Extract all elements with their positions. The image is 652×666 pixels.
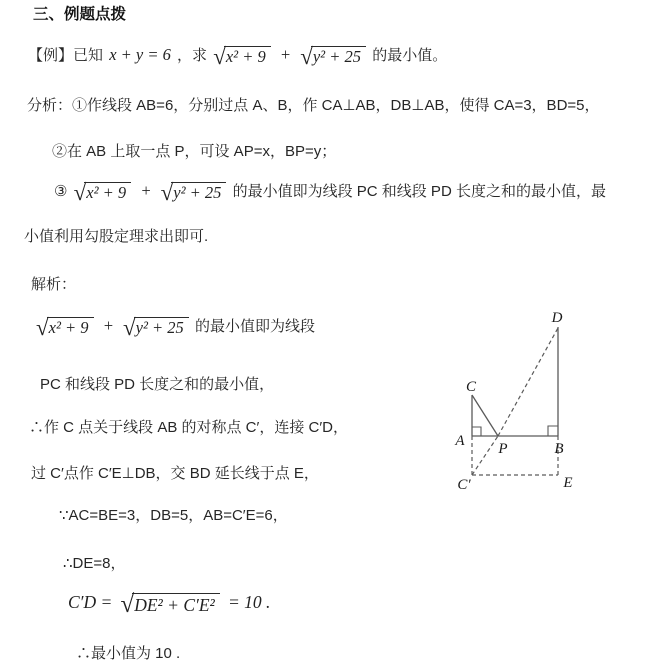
- solution-line-3: ∴作 C 点关于线段 AB 的对称点 C′，连接 C′D，: [29, 419, 348, 436]
- right-angle-mark-at-B: [548, 426, 558, 436]
- formula-lhs: C′D =: [68, 592, 113, 612]
- label-P: P: [498, 441, 508, 457]
- sqrt-y2-plus-25: [123, 317, 189, 340]
- analysis-step-3-number: ③: [54, 183, 68, 200]
- solution-conclusion: ∴最小值为 10 .: [76, 645, 181, 662]
- solution-line-6: ∴DE=8，: [63, 555, 126, 572]
- sqrt-de2-plus-ce2: [121, 593, 220, 618]
- sqrt-y2-plus-25: [161, 182, 227, 205]
- radicand-y2-plus-25: y² + 25: [311, 46, 366, 67]
- radical-sign-icon: √: [213, 44, 226, 69]
- radical-sign-icon: √: [120, 591, 135, 618]
- example-prefix: 【例】已知: [28, 47, 104, 64]
- segment-CP: [472, 395, 498, 436]
- solution-line-4: 过 C′点作 C′E⊥DB，交 BD 延长线于点 E，: [31, 465, 319, 482]
- plus-operator: +: [279, 45, 292, 64]
- solution-line-5: ∵AC=BE=3，DB=5，AB=C′E=6，: [59, 507, 288, 524]
- label-D: D: [551, 310, 563, 326]
- label-B: B: [554, 441, 564, 457]
- analysis-step-2: ②在 AB 上取一点 P，可设 AP=x，BP=y；: [52, 143, 337, 160]
- sqrt-x2-plus-9: [74, 182, 132, 205]
- solution-line-2: PC 和线段 PD 长度之和的最小值，: [40, 376, 275, 393]
- analysis-step-3: [54, 181, 606, 205]
- radicand-x2-plus-9: x² + 9: [84, 182, 131, 203]
- radical-sign-icon: √: [73, 180, 87, 205]
- geometry-figure: [450, 303, 600, 503]
- equation-x-plus-y: x + y = 6: [109, 45, 171, 64]
- right-angle-mark-at-A: [472, 427, 481, 436]
- radical-sign-icon: √: [36, 315, 49, 340]
- plus-operator: +: [102, 316, 114, 335]
- radicand-y2-plus-25: y² + 25: [171, 182, 226, 203]
- radical-sign-icon: √: [160, 180, 174, 205]
- label-E: E: [563, 475, 573, 491]
- radicand-de2-plus-ce2: DE² + C′E²: [132, 593, 220, 615]
- solution-line-1-text: 的最小值即为线段: [194, 318, 315, 335]
- example-statement: [28, 45, 447, 69]
- plus-operator: +: [140, 181, 152, 200]
- sqrt-x2-plus-9: [36, 317, 94, 340]
- example-mid: ，求: [177, 47, 208, 64]
- label-C-prime: C′: [457, 477, 471, 493]
- label-C: C: [465, 379, 477, 395]
- radical-sign-icon: √: [300, 44, 313, 69]
- analysis-step-3-text: 的最小值即为线段 PC 和线段 PD 长度之和的最小值，最: [232, 183, 606, 200]
- analysis-step-1: 分析：①作线段 AB=6，分别过点 A、B，作 CA⊥AB，DB⊥AB，使得 CA=3，BD=5，: [27, 97, 600, 114]
- solution-formula: [66, 592, 272, 618]
- section-heading: 三、例题点拨: [33, 6, 127, 23]
- example-suffix: 的最小值。: [372, 47, 448, 64]
- analysis-step-3-continuation: 小值利用勾股定理求出即可.: [24, 228, 209, 245]
- sqrt-x2-plus-9: [213, 46, 271, 69]
- radicand-x2-plus-9: x² + 9: [47, 317, 94, 338]
- radicand-y2-plus-25: y² + 25: [134, 317, 189, 338]
- solution-line-1: [34, 316, 315, 340]
- label-A: A: [455, 433, 465, 449]
- formula-rhs: = 10 .: [227, 592, 271, 612]
- sqrt-y2-plus-25: [300, 46, 366, 69]
- radical-sign-icon: √: [123, 315, 136, 340]
- segment-PD: [498, 328, 558, 436]
- solution-label: 解析：: [31, 276, 77, 293]
- segment-Cprime-P: [472, 436, 498, 475]
- radicand-x2-plus-9: x² + 9: [224, 46, 271, 67]
